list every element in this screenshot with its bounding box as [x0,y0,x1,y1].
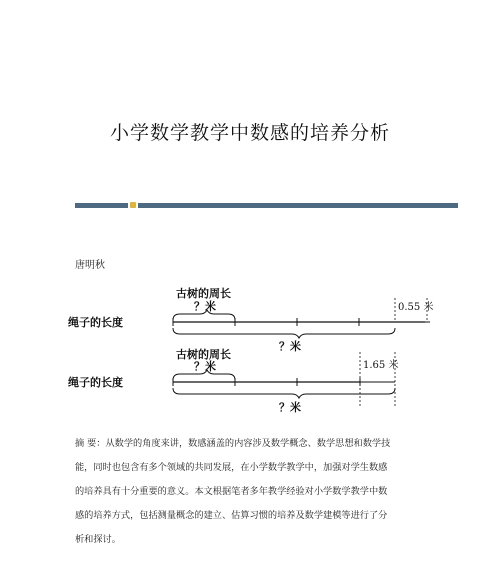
top-total-brace [173,328,395,338]
abstract-line: 析和探讨。 [75,534,121,545]
top-extra-value: 0.55 米 [398,302,434,313]
rope-tree-diagram [60,280,460,425]
top-brace-value: ？米 [194,300,216,313]
abstract-line: 摘 要：从数学的角度来讲，数感涵盖的内容涉及数学概念、数学思想和数学技 [75,438,391,449]
author-name: 唐明秋 [75,260,105,271]
document-title: 小学数学教学中数感的培养分析 [109,122,390,144]
bottom-total-value: ？米 [279,401,301,414]
diagram-bottom [68,347,398,414]
abstract [75,432,437,552]
bottom-extra-value: 1.65 米 [363,360,399,371]
top-brace-label: 古树的周长 [176,287,231,300]
diagram-top [68,286,433,353]
bottom-brace-label: 古树的周长 [176,348,231,361]
bottom-total-brace [173,388,395,398]
bottom-brace-value: ？米 [194,360,216,373]
bottom-row-label: 绳子的长度 [68,376,123,389]
abstract-line: 感的培养方式，包括测量概念的建立、估算习惯的培养及数学建模等进行了分 [75,510,388,521]
top-row-label: 绳子的长度 [68,316,123,329]
abstract-line: 的培养具有十分重要的意义。本文根据笔者多年教学经验对小学数学教学中数 [75,486,388,497]
abstract-line: 能，同时也包含有多个领域的共同发展，在小学数学教学中，加强对学生数感 [75,462,388,473]
divider-mark-icon [128,200,138,210]
top-total-value: ？米 [279,340,301,353]
